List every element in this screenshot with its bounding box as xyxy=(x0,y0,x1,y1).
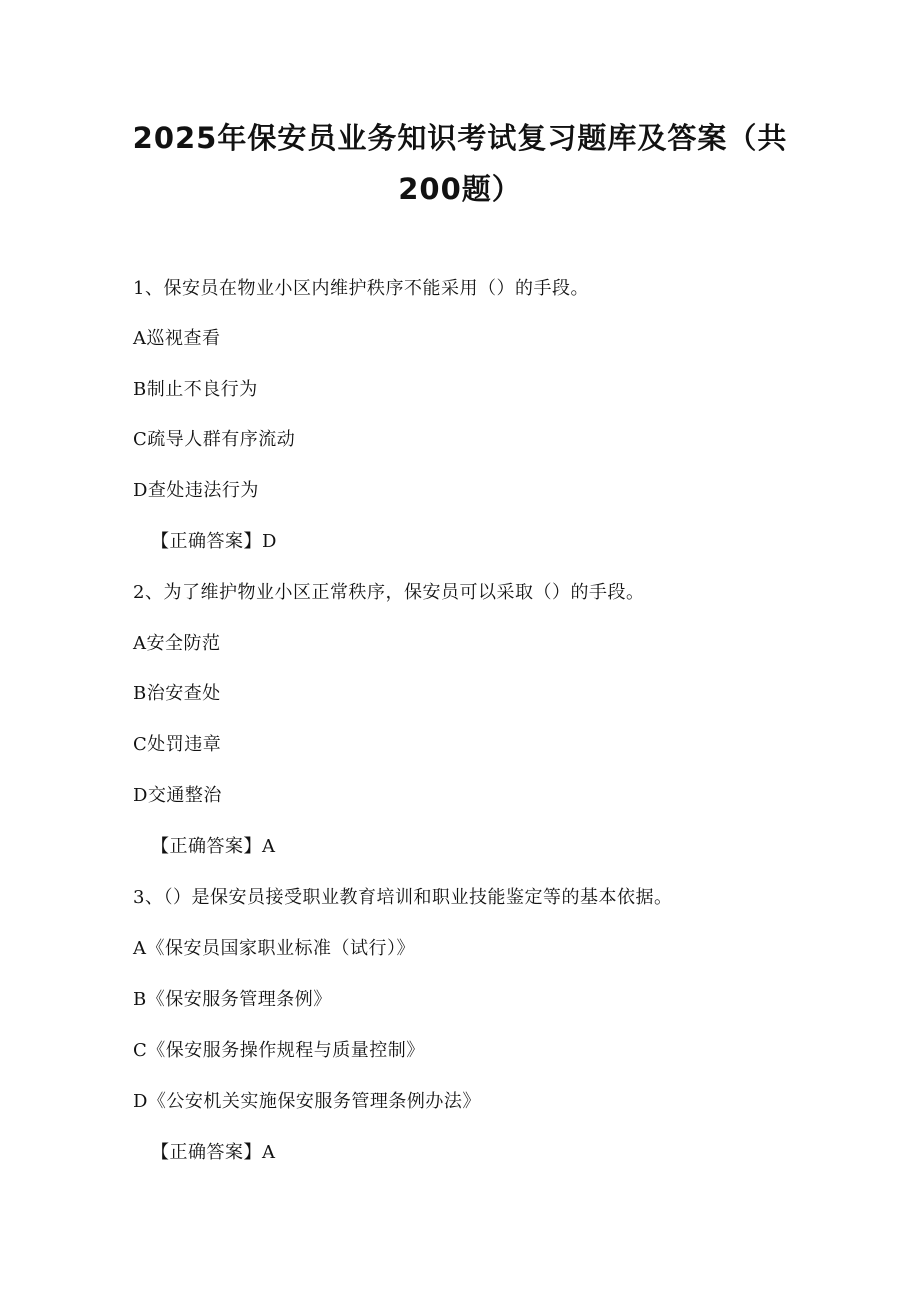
question-3-answer: 【正确答案】A xyxy=(151,1142,276,1163)
question-2-option-c: C处罚违章 xyxy=(133,734,222,755)
question-2-option-d: D交通整治 xyxy=(133,785,222,806)
document-title-line-2: 200题） xyxy=(398,172,522,206)
question-1-answer: 【正确答案】D xyxy=(151,531,277,552)
question-1-option-c: C疏导人群有序流动 xyxy=(133,429,296,450)
question-3-option-d: D《公安机关实施保安服务管理条例办法》 xyxy=(133,1091,481,1112)
question-1-stem: 1、保安员在物业小区内维护秩序不能采用（）的手段。 xyxy=(133,278,589,299)
question-3-option-c: C《保安服务操作规程与质量控制》 xyxy=(133,1040,425,1061)
question-1-option-a: A巡视查看 xyxy=(133,328,221,349)
question-3-option-a: A《保安员国家职业标准（试行）》 xyxy=(133,938,415,959)
document-title-line-1: 2025年保安员业务知识考试复习题库及答案（共 xyxy=(132,121,788,155)
question-1-option-d: D查处违法行为 xyxy=(133,480,259,501)
question-3-stem: 3、（）是保安员接受职业教育培训和职业技能鉴定等的基本依据。 xyxy=(133,887,673,908)
question-2-stem: 2、为了维护物业小区正常秩序，保安员可以采取（）的手段。 xyxy=(133,582,645,603)
question-2-answer: 【正确答案】A xyxy=(151,836,276,857)
question-1-option-b: B制止不良行为 xyxy=(133,379,258,400)
question-3-option-b: B《保安服务管理条例》 xyxy=(133,989,332,1010)
question-2-option-b: B治安查处 xyxy=(133,683,221,704)
question-2-option-a: A安全防范 xyxy=(133,633,221,654)
